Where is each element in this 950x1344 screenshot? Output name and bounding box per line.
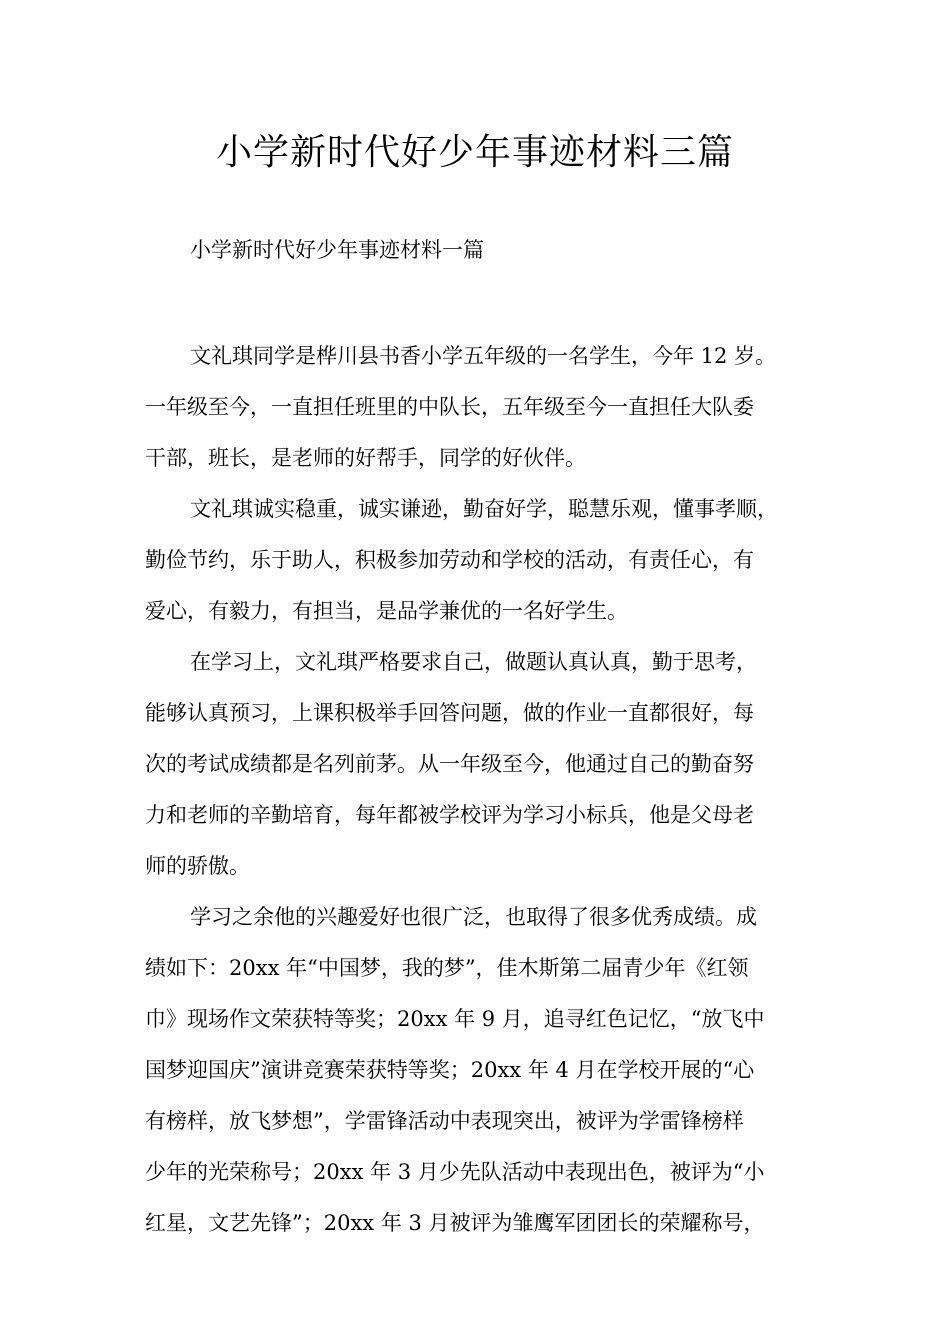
- text-line: 师的骄傲。: [145, 854, 250, 878]
- text-line: 能够认真预习，上课积极举手回答问题，做的作业一直都很好，每: [145, 701, 754, 725]
- document-body: [145, 337, 835, 1255]
- text-line: 文礼琪同学是桦川县书香小学五年级的一名学生，今年 12 岁。: [190, 344, 777, 368]
- text-line: 爱心，有毅力，有担当，是品学兼优的一名好学生。: [145, 599, 628, 623]
- text-line: 巾》现场作文荣获特等奖；20xx 年 9 月，追寻红色记忆，“放飞中: [145, 1007, 765, 1031]
- text-line: 少年的光荣称号；20xx 年 3 月少先队活动中表现出色，被评为“小: [145, 1160, 765, 1184]
- text-line: 文礼琪诚实稳重，诚实谦逊，勤奋好学，聪慧乐观，懂事孝顺，: [190, 497, 778, 521]
- text-line: 红星，文艺先锋”；20xx 年 3 月被评为雏鹰军团团长的荣耀称号，: [145, 1211, 765, 1235]
- text-line: 一年级至今，一直担任班里的中队长，五年级至今一直担任大队委: [145, 395, 754, 419]
- text-line: 勤俭节约，乐于助人，积极参加劳动和学校的活动，有责任心，有: [145, 548, 754, 572]
- paragraph-1: [145, 337, 835, 490]
- paragraph-2: [145, 490, 835, 643]
- text-line: 在学习上，文礼琪严格要求自己，做题认真认真，勤于思考，: [190, 650, 757, 674]
- paragraph-4: [145, 898, 835, 1255]
- document-subtitle: 小学新时代好少年事迹材料一篇: [190, 238, 484, 262]
- text-line: 力和老师的辛勤培育，每年都被学校评为学习小标兵，他是父母老: [145, 803, 754, 827]
- text-line: 国梦迎国庆”演讲竞赛荣获特等奖；20xx 年 4 月在学校开展的“心: [145, 1058, 755, 1082]
- text-line: 绩如下：20xx 年“中国梦，我的梦”，佳木斯第二届青少年《红领: [145, 956, 749, 980]
- document-title: 小学新时代好少年事迹材料三篇: [215, 132, 734, 173]
- text-line: 学习之余他的兴趣爱好也很广泛，也取得了很多优秀成绩。成: [190, 905, 757, 929]
- text-line: 次的考试成绩都是名列前茅。从一年级至今，他通过自己的勤奋努: [145, 752, 754, 776]
- text-line: 干部，班长，是老师的好帮手，同学的好伙伴。: [145, 446, 586, 470]
- paragraph-3: [145, 643, 835, 898]
- text-line: 有榜样，放飞梦想”，学雷锋活动中表现突出，被评为学雷锋榜样: [145, 1109, 744, 1133]
